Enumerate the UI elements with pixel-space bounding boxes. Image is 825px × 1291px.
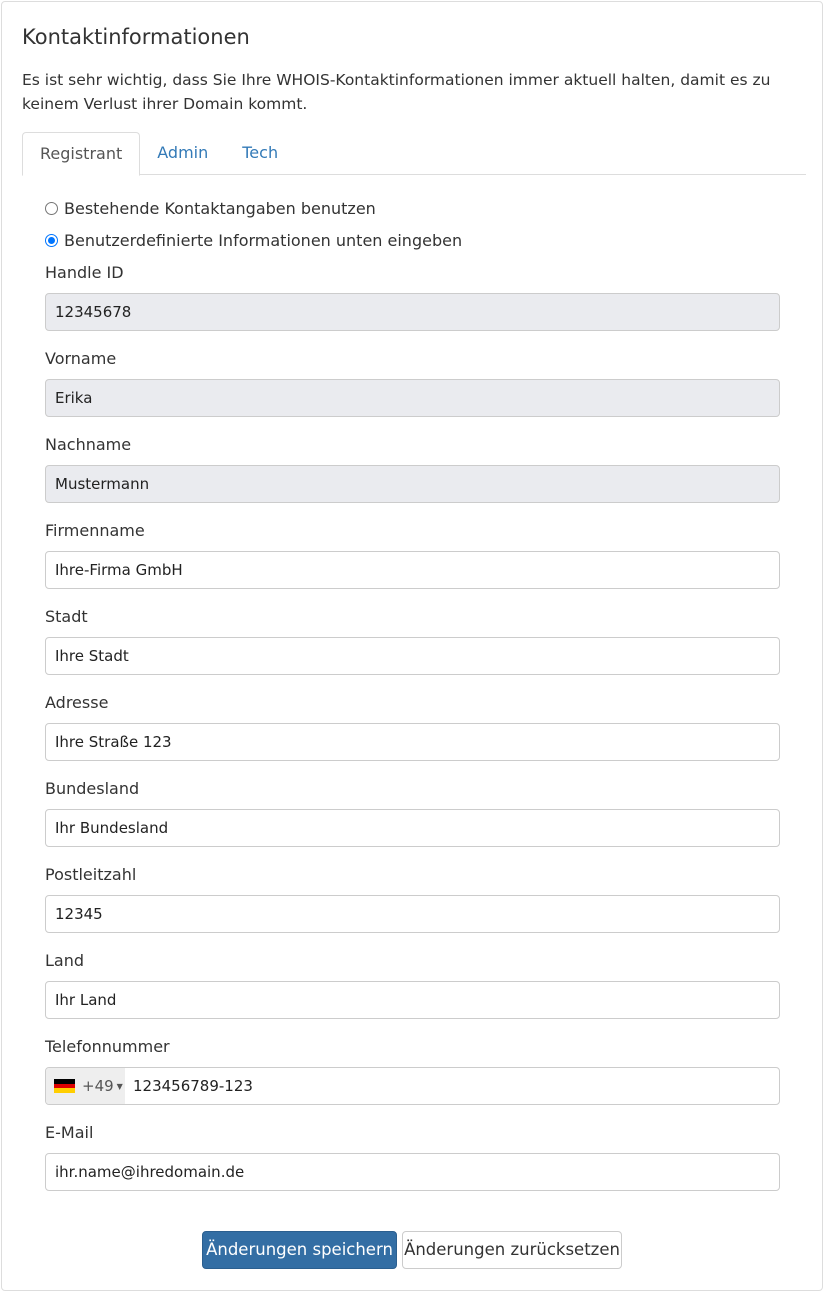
radio-custom-contact[interactable] <box>45 231 462 250</box>
radio-label: Benutzerdefinierte Informationen unten eingeben <box>64 231 463 250</box>
company-field[interactable]: Ihre-Firma GmbH <box>45 551 780 589</box>
intro-text: Es ist sehr wichtig, dass Sie Ihre WHOIS-Kontaktinformationen immer aktuell halten, damit es zu keinem Verlust ihrer Domain kommt. <box>22 71 771 113</box>
tab-tech[interactable]: Tech <box>242 143 279 162</box>
dial-code: +49 <box>82 1077 114 1095</box>
first-name-field: Erika <box>45 379 780 417</box>
state-label: Bundesland <box>45 779 140 798</box>
state-field[interactable]: Ihr Bundesland <box>45 809 780 847</box>
radio-button-unchecked[interactable] <box>45 202 58 215</box>
handle-id-field: 12345678 <box>45 293 780 331</box>
save-changes-button[interactable]: Änderungen speichern <box>202 1231 397 1269</box>
last-name-field: Mustermann <box>45 465 780 503</box>
radio-button-checked[interactable] <box>45 234 58 247</box>
city-label: Stadt <box>45 607 88 626</box>
tab-admin[interactable]: Admin <box>157 143 209 162</box>
city-field[interactable]: Ihre Stadt <box>45 637 780 675</box>
phone-label: Telefonnummer <box>45 1037 170 1056</box>
contact-tabs <box>22 132 806 175</box>
country-code-dropdown[interactable] <box>46 1068 125 1104</box>
tab-registrant[interactable]: Registrant <box>22 132 140 176</box>
address-field[interactable]: Ihre Straße 123 <box>45 723 780 761</box>
email-field[interactable]: ihr.name@ihredomain.de <box>45 1153 780 1191</box>
radio-existing-contact[interactable] <box>45 199 376 218</box>
phone-field <box>45 1067 780 1105</box>
address-label: Adresse <box>45 693 109 712</box>
reset-changes-button[interactable]: Änderungen zurücksetzen <box>402 1231 622 1269</box>
country-label: Land <box>45 951 85 970</box>
handle-id-label: Handle ID <box>45 263 124 282</box>
postcode-field[interactable]: 12345 <box>45 895 780 933</box>
country-field[interactable]: Ihr Land <box>45 981 780 1019</box>
radio-label: Bestehende Kontaktangaben benutzen <box>64 199 376 218</box>
caret-down-icon: ▼ <box>116 1081 123 1091</box>
email-label: E-Mail <box>45 1123 94 1142</box>
postcode-label: Postleitzahl <box>45 865 137 884</box>
company-label: Firmenname <box>45 521 145 540</box>
last-name-label: Nachname <box>45 435 132 454</box>
germany-flag-icon <box>54 1079 75 1093</box>
panel-title: Kontaktinformationen <box>22 25 250 49</box>
first-name-label: Vorname <box>45 349 117 368</box>
phone-number-input[interactable]: 123456789-123 <box>133 1077 253 1095</box>
